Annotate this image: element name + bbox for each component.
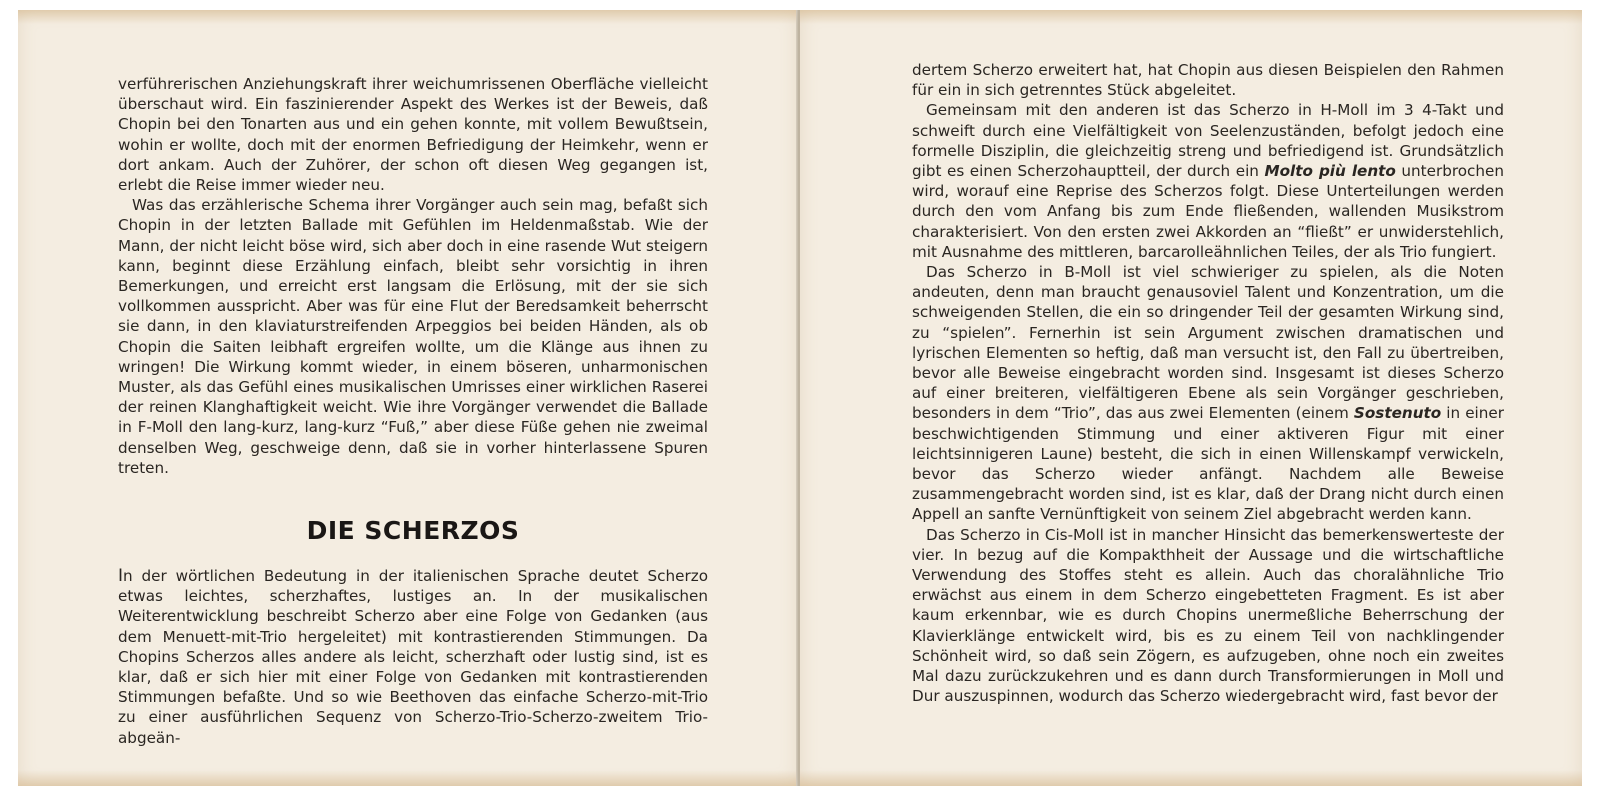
right-text-block — [912, 60, 1504, 707]
right-paragraph-2-start: Gemeinsam mit den anderen ist das Scherzo in H-Moll im 3 4-Takt und schweift durch eine Vielfältigkeit von Seelenzuständen, befolgt jedoch eine formelle Disziplin, die gleichzeitig streng und befriedigend ist. Grundsätzlich gibt es einen Scherzohauptteil, der durch ein — [912, 101, 1504, 181]
right-paragraph-4: Das Scherzo in Cis-Moll ist in mancher Hinsicht das bemerkenswerteste der vier. In bezug auf die Kompakthheit der Aussage und die wirtschaftliche Verwendung des Stoffes steht es allein. Auch das choralähnliche Trio erwächst aus einem in dem Scherzo eingebetteten Fragment. Es ist aber kaum erkennbar, wie es durch Chopins unermeßliche Beherrschung der Klavierklänge entwickelt wird, bis es zu einem Teil von nachklingender Schönheit wird, so daß sein Zögern, es aufzugeben, ohne noch ein zweites Mal dazu zurückzukehren und es dann durch Transformierungen in Moll und Dur auszuspinnen, wodurch das Scherzo wiedergebracht wird, fast bevor der — [912, 525, 1504, 706]
left-paragraph-3 — [118, 566, 708, 748]
left-text-block-bottom — [118, 566, 708, 748]
right-paragraph-2 — [912, 100, 1504, 262]
tempo-marking-sostenuto: Sostenuto — [1353, 404, 1442, 423]
left-paragraph-2: Was das erzählerische Schema ihrer Vorgänger auch sein mag, befaßt sich Chopin in der letzten Ballade mit Gefühlen im Heldenmaßstab. Wie der Mann, der nicht leicht böse wird, sich aber doch in eine rasende Wut steigern kann, beginnt diese Erzählung einfach, bleibt sehr vorsichtig in ihren Bemerkungen, und erreicht erst langsam die Erlösung, mit der sie sich vollkommen ausspricht. Aber was für eine Flut der Beredsamkeit beherrscht sie dann, in den klaviaturstreifenden Arpeggios bei beiden Händen, als ob Chopin die Saiten leibhaft ergreifen wollte, um die Klänge aus ihnen zu wringen! Die Wirkung kommt wieder, in einem böseren, unharmonischen Muster, als das Gefühl eines musikalischen Umrisses einer wirklichen Raserei der reinen Klanghaftigkeit weicht. Wie ihre Vorgänger verwendet die Ballade in F-Moll den lang-kurz, lang-kurz “Fuß,” aber diese Füße gehen nie zweimal denselben Weg, geschweige denn, daß sie in vorher hinterlassene Spuren treten. — [118, 196, 708, 477]
right-page — [800, 10, 1582, 786]
left-page — [18, 10, 798, 786]
page-edge-stain-top — [800, 10, 1582, 24]
left-paragraph-3-text: n der wörtlichen Bedeutung in der italienischen Sprache deutet Scherzo etwas leichtes, scherzhaftes, lustiges an. In der musikalischen Weiterentwicklung beschreibt Scherzo aber eine Folge von Gedanken (aus dem Menuett-mit-Trio hergeleitet) mit kontrastierenden Stimmungen. Da Chopins Scherzos alles andere als leicht, scherzhaft oder lustig sind, ist es klar, daß er sich hier mit einer Folge von Gedanken mit kontrastierenden Stimmungen befaßte. Und so wie Beethoven das einfache Scherzo-mit-Trio zu einer ausführlichen Sequenz von Scherzo-Trio-Scherzo-zweitem Trio-abgeän- — [118, 567, 708, 747]
right-paragraph-3 — [912, 262, 1504, 525]
right-paragraph-1: dertem Scherzo erweitert hat, hat Chopin aus diesen Beispielen den Rahmen für ein in sich getrenntes Stück abgeleitet. — [912, 61, 1504, 100]
page-edge-stain-top — [18, 10, 798, 24]
section-heading: DIE SCHERZOS — [306, 516, 520, 545]
right-paragraph-3-start: Das Scherzo in B-Moll ist viel schwieriger zu spielen, als die Noten andeuten, denn man braucht genausoviel Talent und Konzentration, um die schweigenden Stellen, die ein so dringender Teil der gesamten Wirkung sind, zu “spielen”. Fernerhin ist sein Argument zwischen dramatischen und lyrischen Elementen so heftig, daß man versucht ist, den Fall zu übertreiben, bevor alle Beweise eingebracht worden sind. Insgesamt ist dieses Scherzo auf einer breiteren, vielfältigeren Ebene als sein Vorgänger geschrieben, besonders in dem “Trio”, das aus zwei Elementen (einem — [912, 263, 1504, 423]
initial-letter: I — [118, 566, 124, 586]
page-edge-stain-bottom — [18, 770, 798, 786]
tempo-marking-molto-piu-lento: Molto più lento — [1264, 162, 1396, 181]
right-paragraph-2-end: unterbrochen wird, worauf eine Reprise des Scherzos folgt. Diese Unterteilungen werden durch den vom Anfang bis zum Ende fließenden, wallenden Musikstrom charakterisiert. Von den ersten zwei Akkorden an “fließt” er unwiderstehlich, mit Ausnahme des mittleren, barcarolleähnlichen Teiles, der als Trio fungiert. — [912, 162, 1504, 261]
left-paragraph-1: verführerischen Anziehungskraft ihrer weichumrissenen Oberfläche vielleicht überschaut wird. Ein faszinierender Aspekt des Werkes ist der Beweis, daß Chopin bei den Tonarten aus und ein gehen konnte, mit vollem Bewußtsein, wohin er wollte, doch mit der enormen Befriedigung der Heimkehr, wenn er dort ankam. Auch der Zuhörer, der schon oft diesen Weg gegangen ist, erlebt die Reise immer wieder neu. — [118, 75, 708, 195]
left-text-block-top — [118, 74, 708, 478]
page-edge-stain-bottom — [800, 770, 1582, 786]
right-paragraph-3-end: in einer beschwichtigenden Stimmung und einer aktiveren Figur mit einer leichtsinnigeren Laune) besteht, die sich in einen Willenskampf verwickeln, bevor das Scherzo wieder anfängt. Nachdem alle Beweise zusammengebracht worden sind, ist es klar, daß der Drang nicht durch einen Appell an sanfte Vernünftigkeit von seinem Ziel abgebracht werden kann. — [912, 404, 1504, 524]
